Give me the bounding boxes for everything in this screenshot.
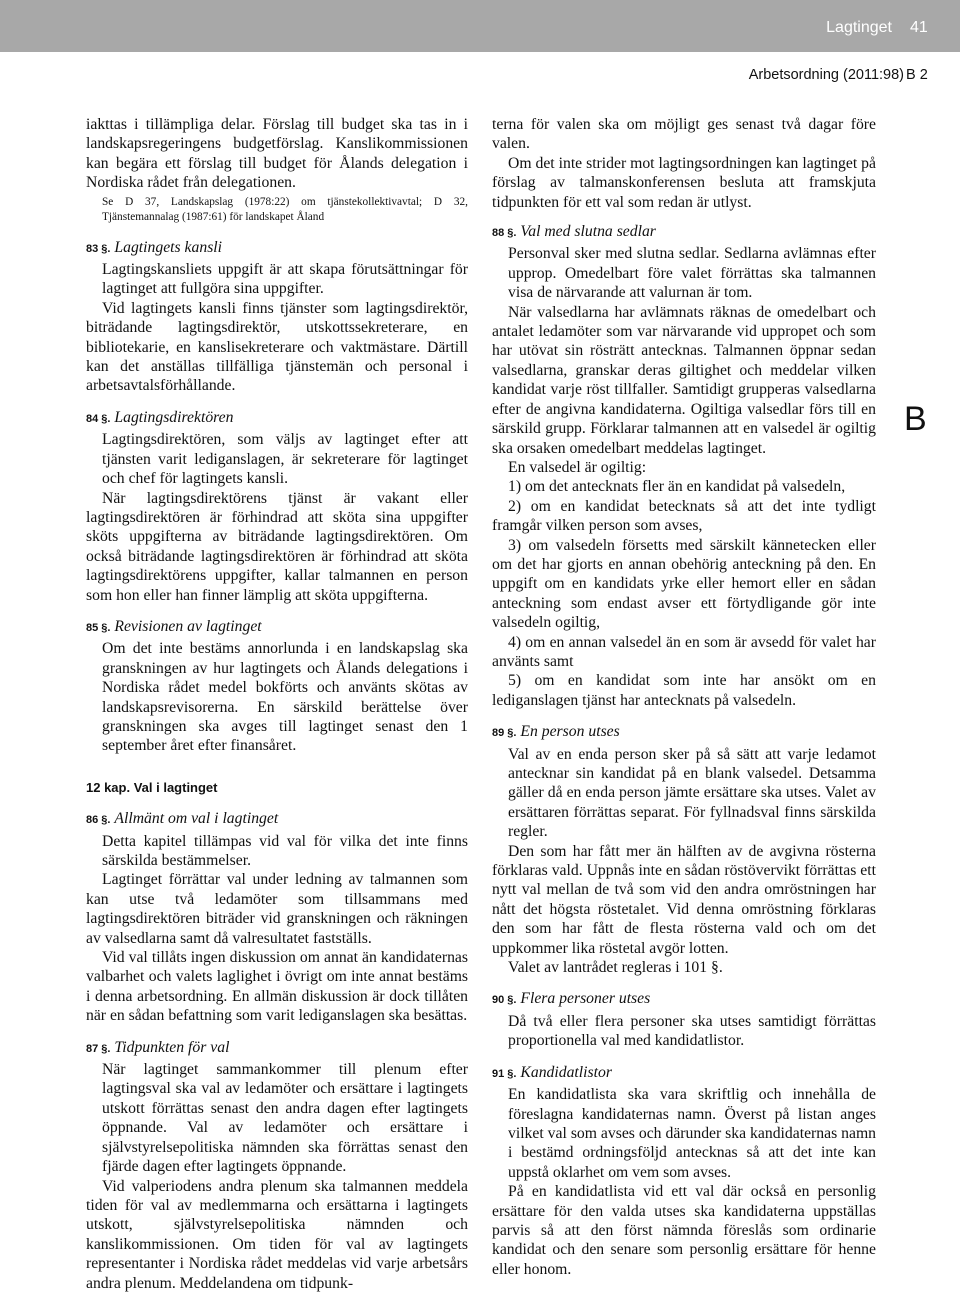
section-number: 85 §.: [86, 621, 111, 634]
paragraph: När lagtinget sammankommer till plenum efter lagtingsval ska val av ledamöter och ersättare i lagtingets utskott förrättas senast den andra dagen efter lagtingets öppnande. Val av ledamöter och ersättare i självstyrelsepolitiska nämnden ska förrättas senast den fjärde dagen efter lagtingets öppnande.: [102, 1061, 468, 1176]
section-number: 91 §.: [492, 1067, 517, 1080]
section-heading-89: [492, 722, 876, 743]
paragraph: På en kandidatlista vid ett val där också en personlig ersättare för den valda utses ska kandidaterna uppställas parvis så att den först nämnda föreslås som ordinarie kandidat och den senare som personlig ersättare för henne eller honom.: [492, 1183, 876, 1278]
paragraph: När valsedlarna har avlämnats räknas de omedelbart och antalet ledamöter som var närvarande vid uppropet och som har utövat sin rösträtt antecknas. Talmannen öppnar sedan valsedlarna, granskar deras giltighet och meddelar vilken kandidat varje röst tillfaller. Samtidigt grupperas valsedlarna efter de angivna kandidaterna. Ogiltiga valsedlar förs till en särskild grupp. Förklarar talmannen att en valsedel är ogiltig ska orsaken omedelbart meddelas lagtinget.: [492, 303, 876, 457]
list-item: 1) om det antecknats fler än en kandidat på valsedeln,: [508, 478, 846, 496]
section-title: Allmänt om val i lagtinget: [114, 810, 279, 828]
section-heading-86: [86, 809, 468, 830]
left-column: [86, 115, 468, 1293]
paragraph: Då två eller flera personer ska utses samtidigt förrättas proportionella val med kandidatlistor.: [508, 1012, 876, 1050]
list-item: 5) om en kandidat som inte har ansökt om en lediganslagen tjänst har antecknats på valsedeln.: [492, 672, 876, 709]
paragraph: Detta kapitel tillämpas vid val för vilka det inte finns särskilda bestämmelser.: [102, 832, 468, 869]
section-number: 90 §.: [492, 994, 517, 1007]
section-heading-83: [86, 238, 468, 259]
paragraph: Lagtinget förrättar val under ledning av talmannen som kan utse två ledamöter som tillsammans med lagtingsdirektören biträder vid granskningen och räkningen av valsedlarna samt då valresultatet fastställs.: [86, 871, 468, 947]
list-item: 2) om en kandidat betecknats så att det inte tydligt framgår vilken person som avses,: [492, 497, 876, 535]
paragraph: En valsedel är ogiltig:: [508, 458, 647, 476]
section-title: Lagtinget: [826, 19, 892, 36]
section-heading-91: [492, 1063, 876, 1084]
paragraph: iakttas i tillämpliga delar. Förslag till budget ska tas in i landskapsregeringens budgetförslag. Kanslikommissionen kan begära ett förslag till budget för Ålands delegation i Nordiska rådet från delegationen.: [86, 116, 468, 192]
section-number: 88 §.: [492, 227, 517, 240]
running-title: Arbetsordning (2011:98): [748, 67, 904, 83]
paragraph: När lagtingsdirektörens tjänst är vakant eller lagtingsdirektören är förhindrad att sköta sina uppgifter sköts uppgifterna av biträdande lagtingsdirektören. Om också biträdande lagtingsdirektören är förhindrad att sköta lagtingsdirektörens uppgifter, kallar talmannen en person som hon eller han finner lämplig att sköta uppgifterna.: [86, 489, 468, 604]
list-item: 4) om en annan valsedel än en som är avsedd för valet har använts samt: [492, 633, 876, 670]
paragraph: terna för valen ska om möjligt ges senast två dagar före valen.: [492, 116, 876, 153]
section-number: 83 §.: [86, 242, 111, 255]
section-title: Lagtingets kansli: [114, 238, 223, 256]
chapter-heading: 12 kap. Val i lagtinget: [86, 779, 218, 795]
section-heading-90: [492, 989, 876, 1010]
paragraph: Val av en enda person sker på så sätt att varje ledamot antecknar sin kandidat på en blank valsedel. Detsamma gäller då en enda person jämte ersättare ska utses. Valet av ersättaren förrättas separat. För fyllnadsval finns särskilda regler.: [508, 745, 876, 841]
paragraph: Om det inte bestäms annorlunda i en landskapslag ska granskningen av hur lagtingets och Ålands delegations i Nordiska rådet medel bokförts och använts skötas av landskapsrevisorerna. En särskild berättelse över granskningen ska avges till lagtinget senast den 1 september året efter finansåret.: [102, 640, 468, 755]
paragraph: Den som har fått mer än hälften av de avgivna rösterna förklaras vald. Uppnås inte en sådan röstövervikt förrättas ett nytt val mellan de två som vid den andra omröstningen har nått det högsta röstetalet. Vid denna omröstning förklaras den som har fått de flesta rösterna vald och om det uppkommer lika röstetal avgör lotten.: [492, 842, 876, 957]
section-title: Kandidatlistor: [520, 1063, 612, 1081]
section-heading-87: [86, 1038, 468, 1059]
document-code: B 2: [906, 67, 928, 83]
section-number: 87 §.: [86, 1042, 111, 1055]
section-title: Flera personer utses: [520, 990, 651, 1008]
section-title: Val med slutna sedlar: [520, 223, 656, 241]
section-number: 86 §.: [86, 814, 111, 827]
section-heading-85: [86, 617, 468, 638]
section-heading-84: [86, 408, 468, 429]
paragraph: Vid val tillåts ingen diskussion om annat än kandidaternas valbarhet och valets laglighet i övrigt om inte annat bestäms i denna arbetsordning. En allmän diskussion är dock tillåten när en sådan befattning som varit lediganslagen ska besättas.: [86, 949, 468, 1025]
paragraph: Om det inte strider mot lagtingsordningen kan lagtinget på förslag av talmanskonferensen besluta att framskjuta tidpunkten för ett val som redan är utlyst.: [492, 154, 876, 211]
section-title: Lagtingsdirektören: [114, 408, 234, 426]
section-title: Revisionen av lagtinget: [114, 617, 262, 635]
page-header-bar: [0, 0, 960, 52]
paragraph: En kandidatlista ska vara skriftlig och innehålla de föreslagna kandidaternas namn. Överst på listan anges vilket val som avses och därunder ska kandidaternas namn i bestämd ordningsföljd antecknas så att det inte kan uppstå oklarhet om vem som avses.: [508, 1086, 876, 1181]
section-heading-88: [492, 222, 876, 243]
page-number: 41: [910, 19, 928, 36]
section-number: 84 §.: [86, 412, 111, 425]
paragraph: Vid lagtingets kansli finns tjänster som lagtingsdirektör, biträdande lagtingsdirektör, utskottssekreterare, en bibliotekarie, en kanslisekreterare och vaktmästare. Därtill kan det anställas tillfälliga tjänstemän och personal i arbetsavtalsförhållande.: [86, 299, 468, 395]
paragraph: Vid valperiodens andra plenum ska talmannen meddela tiden för val av medlemmarna och ersättarna i lagtingets utskott, självstyrelsepolitiska nämnden och kanslikommissionen. Om tiden för val av lagtingets representanter i Nordiska rådet meddelas vid varje arbetsårs andra plenum. Meddelandena om tidpunk-: [86, 1177, 468, 1292]
paragraph: Lagtingsdirektören, som väljs av lagtinget efter att tjänsten varit lediganslagen, är sekreterare för lagtinget och chef för lagtingets kansli.: [102, 431, 468, 488]
right-column: [492, 115, 876, 1279]
section-title: En person utses: [520, 723, 620, 741]
section-number: 89 §.: [492, 727, 517, 740]
paragraph: Personval sker med slutna sedlar. Sedlarna avlämnas efter upprop. Omedelbart före valet förrättas ska talmannen visa de närvarande att valurnan är tom.: [508, 245, 876, 302]
reference-note: Se D 37, Landskapslag (1978:22) om tjänstekollektivavtal; D 32, Tjänstemannalag (1987:61) för landskapet Åland: [102, 195, 468, 224]
paragraph: Valet av lantrådet regleras i 101 §.: [508, 959, 723, 977]
paragraph: Lagtingskansliets uppgift är att skapa förutsättningar för lagtinget att fullgöra sina uppgifter.: [102, 261, 468, 298]
section-title: Tidpunkten för val: [114, 1038, 230, 1056]
side-index-letter: B: [904, 400, 927, 438]
list-item: 3) om valsedeln försetts med särskilt kännetecken eller om det har gjorts en annan obehörig anteckning på den. En uppgift om en kandidats yrke eller hemort eller en sådan anteckning som endast avser ett förtydligande gör inte valsedeln ogiltig,: [492, 536, 876, 632]
